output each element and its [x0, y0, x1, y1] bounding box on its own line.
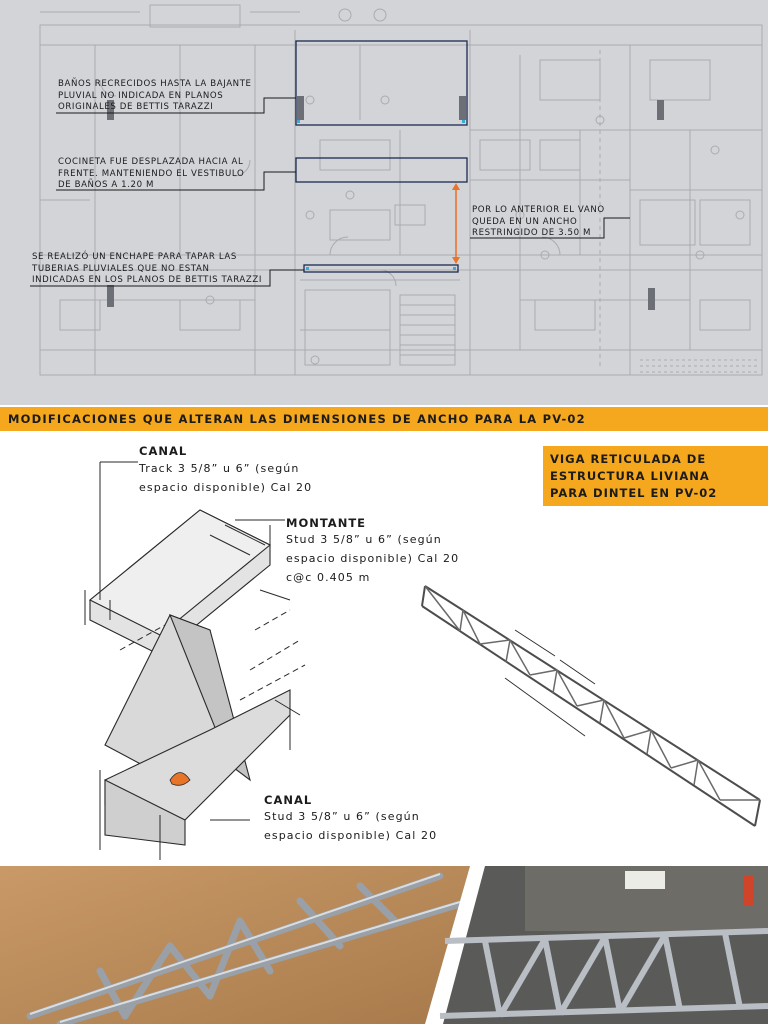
canal-top-title: CANAL [139, 444, 188, 458]
section-banner [0, 407, 768, 431]
canal-top-spec: Track 3 5/8” u 6” (según espacio disponible) Cal 20 [139, 462, 313, 494]
viga-callout [543, 446, 768, 506]
canal-bottom-spec: Stud 3 5/8” u 6” (según espacio disponible) Cal 20 [264, 810, 438, 842]
montante-spec: Stud 3 5/8” u 6” (según espacio disponible) Cal 20 c@c 0.405 m [286, 533, 460, 584]
truss-photo-workshop [425, 866, 768, 1024]
truss-drawing [420, 578, 768, 860]
viga-callout-text: VIGA RETICULADA DE ESTRUCTURA LIVIANA PARA DINTEL EN PV-02 [550, 452, 718, 500]
montante-title: MONTANTE [286, 516, 367, 530]
note-cocineta: COCINETA FUE DESPLAZADA HACIA AL FRENTE. MANTENIENDO EL VESTIBULO DE BAÑOS A 1.20 M [58, 157, 245, 190]
truss-photo-floor [0, 866, 470, 1024]
floor-plan [0, 0, 768, 405]
floor-plan-drawing [0, 0, 768, 405]
canal-bottom-title: CANAL [264, 793, 313, 807]
note-enchape: SE REALIZÓ UN ENCHAPE PARA TAPAR LAS TUBERIAS PLUVIALES QUE NO ESTAN INDICADAS EN LOS PLANOS DE BETTIS TARAZZI [32, 252, 263, 285]
note-vano: POR LO ANTERIOR EL VANO QUEDA EN UN ANCHO RESTRINGIDO DE 3.50 M [472, 205, 605, 238]
banner-text: MODIFICACIONES QUE ALTERAN LAS DIMENSIONES DE ANCHO PARA LA PV-02 [8, 412, 586, 426]
note-banos: BAÑOS RECRECIDOS HASTA LA BAJANTE PLUVIAL NO INDICADA EN PLANOS ORIGINALES DE BETTIS TARAZZI [58, 79, 252, 112]
